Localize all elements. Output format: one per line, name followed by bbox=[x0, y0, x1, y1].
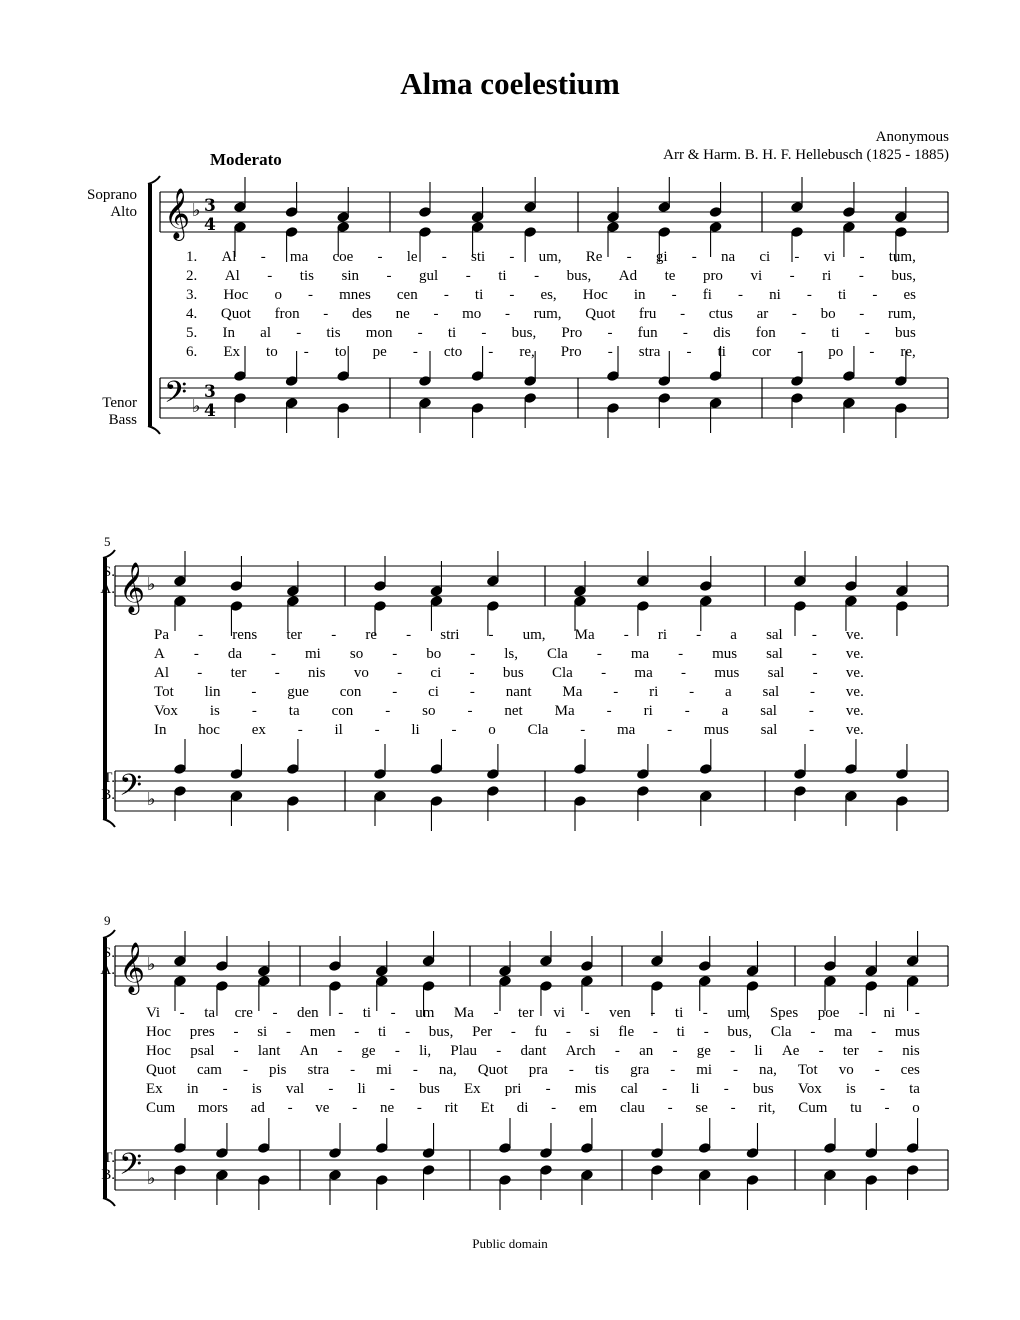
bass-note bbox=[258, 1175, 270, 1186]
flat-icon: ♭ bbox=[147, 954, 156, 975]
soprano-note bbox=[895, 212, 907, 223]
tenor-note bbox=[895, 376, 907, 387]
alto-note bbox=[216, 981, 228, 992]
lyric-line-system1-verse4: 4. Quot fron - des ne - mo - rum, Quot fru - ctus ar - bo - rum, bbox=[186, 306, 916, 322]
tenor-note bbox=[865, 1148, 877, 1159]
voice-label-s-short-3: S. bbox=[102, 945, 115, 961]
soprano-note bbox=[376, 966, 388, 977]
lyric-line-system2-verse4: Tot lin - gue con - ci - nant Ma - ri - a sal - ve. bbox=[154, 684, 864, 700]
bass-note bbox=[471, 403, 483, 414]
bass-note bbox=[607, 403, 619, 414]
tenor-note bbox=[524, 376, 536, 387]
soprano-note bbox=[699, 961, 711, 972]
soprano-note bbox=[499, 966, 511, 977]
lyric-line-system3-verse1: Vi - ta cre - den - ti - um Ma - ter vi - ven - ti - um, Spes poe - ni - bbox=[146, 1005, 920, 1021]
bass-note bbox=[419, 398, 431, 409]
alto-note bbox=[540, 981, 552, 992]
tenor-note bbox=[845, 764, 857, 775]
bass-note bbox=[540, 1165, 552, 1176]
lyric-line-system3-verse6: Cum mors ad - ve - ne - rit Et di - em clau - se - rit, Cum tu - o bbox=[146, 1100, 920, 1116]
tenor-note bbox=[258, 1143, 270, 1154]
tenor-note bbox=[651, 1148, 663, 1159]
alto-note bbox=[637, 601, 649, 612]
alto-note bbox=[524, 227, 536, 238]
voice-label-s-short: S. bbox=[102, 564, 115, 580]
voice-label-b-short: B. bbox=[101, 787, 115, 803]
bass-note bbox=[287, 796, 299, 807]
lyric-line-system3-verse3: Hoc psal - lant An - ge - li, Plau - dant Arch - an - ge - li Ae - ter - nis bbox=[146, 1043, 920, 1059]
alto-note bbox=[709, 222, 721, 233]
soprano-note bbox=[258, 966, 270, 977]
bass-note bbox=[700, 791, 712, 802]
alto-note bbox=[699, 976, 711, 987]
lyric-line-system1-verse1: 1. Al - ma coe - le - sti - um, Re - gi - na ci - vi - tum, bbox=[186, 249, 916, 265]
footer-license: Public domain bbox=[472, 1236, 548, 1251]
treble-clef-icon: 𝄞 bbox=[119, 562, 146, 613]
tenor-note bbox=[746, 1148, 758, 1159]
alto-note bbox=[865, 981, 877, 992]
lyric-line-system3-verse2: Hoc pres - si - men - ti - bus, Per - fu - si fle - ti - bus, Cla - ma - mus bbox=[146, 1024, 920, 1040]
soprano-note bbox=[419, 207, 431, 218]
alto-note bbox=[329, 981, 341, 992]
lyric-line-system2-verse1: Pa - rens ter - re - stri - um, Ma - ri - a sal - ve. bbox=[154, 627, 864, 643]
lyric-line-system1-verse3: 3. Hoc o - mnes cen - ti - es, Hoc in - fi - ni - ti - es bbox=[186, 287, 916, 303]
alto-note bbox=[843, 222, 855, 233]
alto-note bbox=[422, 981, 434, 992]
soprano-note bbox=[843, 207, 855, 218]
bass-note bbox=[174, 786, 186, 797]
bass-clef-icon: 𝄢 bbox=[164, 376, 188, 417]
soprano-note bbox=[174, 956, 186, 967]
flat-icon: ♭ bbox=[147, 1168, 156, 1189]
soprano-note bbox=[337, 212, 349, 223]
bass-note bbox=[374, 791, 386, 802]
tenor-note bbox=[337, 371, 349, 382]
flat-icon: ♭ bbox=[147, 789, 156, 810]
tenor-note bbox=[285, 376, 297, 387]
alto-note bbox=[906, 976, 918, 987]
tenor-note bbox=[574, 764, 586, 775]
bass-note bbox=[843, 398, 855, 409]
bass-clef-icon: 𝄢 bbox=[119, 769, 143, 810]
bracket-cap bbox=[103, 550, 115, 558]
flat-icon: ♭ bbox=[147, 574, 156, 595]
alto-note bbox=[174, 596, 186, 607]
alto-note bbox=[234, 222, 246, 233]
alto-note bbox=[824, 976, 836, 987]
bass-note bbox=[234, 393, 246, 404]
alto-note bbox=[258, 976, 270, 987]
treble-clef-icon: 𝄞 bbox=[164, 188, 191, 239]
voice-label-t-short-3: T. bbox=[103, 1150, 115, 1166]
measure-number-5: 5 bbox=[104, 534, 111, 549]
alto-note bbox=[895, 227, 907, 238]
voice-label-soprano: Soprano bbox=[87, 187, 137, 203]
soprano-note bbox=[709, 207, 721, 218]
tenor-note bbox=[376, 1143, 388, 1154]
alto-note bbox=[658, 227, 670, 238]
alto-note bbox=[419, 227, 431, 238]
bracket-cap bbox=[103, 819, 115, 827]
soprano-note bbox=[471, 212, 483, 223]
alto-note bbox=[230, 601, 242, 612]
bracket-cap bbox=[103, 930, 115, 938]
alto-note bbox=[376, 976, 388, 987]
soprano-note bbox=[216, 961, 228, 972]
soprano-note bbox=[581, 961, 593, 972]
bass-note bbox=[430, 796, 442, 807]
soprano-note bbox=[865, 966, 877, 977]
bass-note bbox=[794, 786, 806, 797]
time-signature-top: 3 bbox=[204, 382, 216, 402]
tenor-note bbox=[699, 1143, 711, 1154]
bass-note bbox=[422, 1165, 434, 1176]
soprano-note bbox=[607, 212, 619, 223]
bass-note bbox=[216, 1170, 228, 1181]
bass-note bbox=[746, 1175, 758, 1186]
soprano-note bbox=[574, 586, 586, 597]
voice-label-a-short-3: A. bbox=[100, 962, 115, 978]
lyric-line-system1-verse5: 5. In al - tis mon - ti - bus, Pro - fun - dis fon - ti - bus bbox=[186, 325, 916, 341]
soprano-note bbox=[285, 207, 297, 218]
tenor-note bbox=[287, 764, 299, 775]
soprano-note bbox=[230, 581, 242, 592]
bass-note bbox=[524, 393, 536, 404]
bass-note bbox=[581, 1170, 593, 1181]
bass-note bbox=[230, 791, 242, 802]
bass-note bbox=[329, 1170, 341, 1181]
alto-note bbox=[607, 222, 619, 233]
bass-clef-icon: 𝄢 bbox=[119, 1148, 143, 1189]
tenor-note bbox=[234, 371, 246, 382]
tenor-note bbox=[422, 1148, 434, 1159]
alto-note bbox=[487, 601, 499, 612]
alto-note bbox=[746, 981, 758, 992]
tenor-note bbox=[487, 769, 499, 780]
bass-note bbox=[895, 403, 907, 414]
tenor-note bbox=[419, 376, 431, 387]
soprano-note bbox=[487, 576, 499, 587]
bass-note bbox=[658, 393, 670, 404]
tenor-note bbox=[216, 1148, 228, 1159]
soprano-note bbox=[329, 961, 341, 972]
composer-line-1: Anonymous bbox=[875, 129, 949, 145]
tenor-note bbox=[607, 371, 619, 382]
soprano-note bbox=[794, 576, 806, 587]
treble-clef-icon: 𝄞 bbox=[119, 942, 146, 993]
tenor-note bbox=[658, 376, 670, 387]
tenor-note bbox=[700, 764, 712, 775]
tenor-note bbox=[471, 371, 483, 382]
alto-note bbox=[651, 981, 663, 992]
alto-note bbox=[374, 601, 386, 612]
composer-line-2: Arr & Harm. B. H. F. Hellebusch (1825 - 1885) bbox=[663, 147, 949, 163]
voice-label-bass: Bass bbox=[108, 412, 137, 428]
tenor-note bbox=[843, 371, 855, 382]
tempo-marking: Moderato bbox=[210, 150, 282, 169]
tenor-note bbox=[174, 1143, 186, 1154]
voice-label-tenor: Tenor bbox=[102, 395, 137, 411]
bass-note bbox=[845, 791, 857, 802]
voice-label-alto: Alto bbox=[110, 204, 137, 220]
bracket-cap bbox=[103, 1198, 115, 1206]
tenor-note bbox=[906, 1143, 918, 1154]
time-signature-top: 3 bbox=[204, 196, 216, 216]
bass-note bbox=[906, 1165, 918, 1176]
bass-note bbox=[174, 1165, 186, 1176]
alto-note bbox=[791, 227, 803, 238]
soprano-note bbox=[540, 956, 552, 967]
measure-number-9: 9 bbox=[104, 913, 111, 928]
flat-icon: ♭ bbox=[192, 396, 201, 417]
tenor-note bbox=[230, 769, 242, 780]
alto-note bbox=[700, 596, 712, 607]
alto-note bbox=[581, 976, 593, 987]
alto-note bbox=[896, 601, 908, 612]
soprano-note bbox=[700, 581, 712, 592]
soprano-note bbox=[374, 581, 386, 592]
lyric-line-system2-verse2: A - da - mi so - bo - ls, Cla - ma - mus sal - ve. bbox=[154, 646, 864, 662]
bass-note bbox=[487, 786, 499, 797]
bass-note bbox=[651, 1165, 663, 1176]
soprano-note bbox=[791, 202, 803, 213]
alto-note bbox=[794, 601, 806, 612]
soprano-note bbox=[746, 966, 758, 977]
tenor-note bbox=[374, 769, 386, 780]
bass-note bbox=[499, 1175, 511, 1186]
voice-label-a-short: A. bbox=[100, 581, 115, 597]
soprano-note bbox=[896, 586, 908, 597]
alto-note bbox=[285, 227, 297, 238]
bracket-cap bbox=[148, 426, 160, 434]
flat-icon: ♭ bbox=[192, 200, 201, 221]
bass-note bbox=[337, 403, 349, 414]
tenor-note bbox=[174, 764, 186, 775]
tenor-note bbox=[896, 769, 908, 780]
bass-note bbox=[376, 1175, 388, 1186]
lyric-line-system2-verse3: Al - ter - nis vo - ci - bus Cla - ma - mus sal - ve. bbox=[154, 665, 864, 681]
tenor-note bbox=[329, 1148, 341, 1159]
alto-note bbox=[430, 596, 442, 607]
time-signature-bottom: 4 bbox=[204, 401, 216, 421]
soprano-note bbox=[430, 586, 442, 597]
soprano-note bbox=[234, 202, 246, 213]
soprano-note bbox=[637, 576, 649, 587]
alto-note bbox=[574, 596, 586, 607]
bass-note bbox=[709, 398, 721, 409]
soprano-note bbox=[651, 956, 663, 967]
bass-note bbox=[285, 398, 297, 409]
lyric-line-system3-verse4: Quot cam - pis stra - mi - na, Quot pra - tis gra - mi - na, Tot vo - ces bbox=[146, 1062, 920, 1078]
lyric-line-system3-verse5: Ex in - is val - li - bus Ex pri - mis cal - li - bus Vox is - ta bbox=[146, 1081, 920, 1097]
soprano-note bbox=[422, 956, 434, 967]
tenor-note bbox=[499, 1143, 511, 1154]
tenor-note bbox=[430, 764, 442, 775]
soprano-note bbox=[287, 586, 299, 597]
soprano-note bbox=[906, 956, 918, 967]
tenor-note bbox=[709, 371, 721, 382]
voice-label-b-short-3: B. bbox=[101, 1167, 115, 1183]
soprano-note bbox=[174, 576, 186, 587]
page-title: Alma coelestium bbox=[400, 66, 620, 101]
time-signature-bottom: 4 bbox=[204, 215, 216, 235]
bass-note bbox=[637, 786, 649, 797]
alto-note bbox=[337, 222, 349, 233]
lyric-line-system2-verse5: Vox is - ta con - so - net Ma - ri - a sal - ve. bbox=[154, 703, 864, 719]
tenor-note bbox=[794, 769, 806, 780]
soprano-note bbox=[845, 581, 857, 592]
lyric-line-system1-verse6: 6. Ex to - to pe - cto - re, Pro - stra - ti cor - po - re, bbox=[186, 344, 916, 360]
tenor-note bbox=[824, 1143, 836, 1154]
tenor-note bbox=[581, 1143, 593, 1154]
bass-note bbox=[865, 1175, 877, 1186]
alto-note bbox=[499, 976, 511, 987]
bracket-cap bbox=[148, 176, 160, 184]
lyric-line-system2-verse6: In hoc ex - il - li - o Cla - ma - mus sal - ve. bbox=[154, 722, 864, 738]
lyric-line-system1-verse2: 2. Al - tis sin - gul - ti - bus, Ad te pro vi - ri - bus, bbox=[186, 268, 916, 284]
bass-note bbox=[824, 1170, 836, 1181]
tenor-note bbox=[540, 1148, 552, 1159]
bass-note bbox=[896, 796, 908, 807]
tenor-note bbox=[637, 769, 649, 780]
tenor-note bbox=[791, 376, 803, 387]
alto-note bbox=[471, 222, 483, 233]
soprano-note bbox=[824, 961, 836, 972]
alto-note bbox=[174, 976, 186, 987]
soprano-note bbox=[658, 202, 670, 213]
bass-note bbox=[791, 393, 803, 404]
alto-note bbox=[845, 596, 857, 607]
soprano-note bbox=[524, 202, 536, 213]
alto-note bbox=[287, 596, 299, 607]
voice-label-t-short: T. bbox=[103, 770, 115, 786]
bass-note bbox=[574, 796, 586, 807]
bass-note bbox=[699, 1170, 711, 1181]
